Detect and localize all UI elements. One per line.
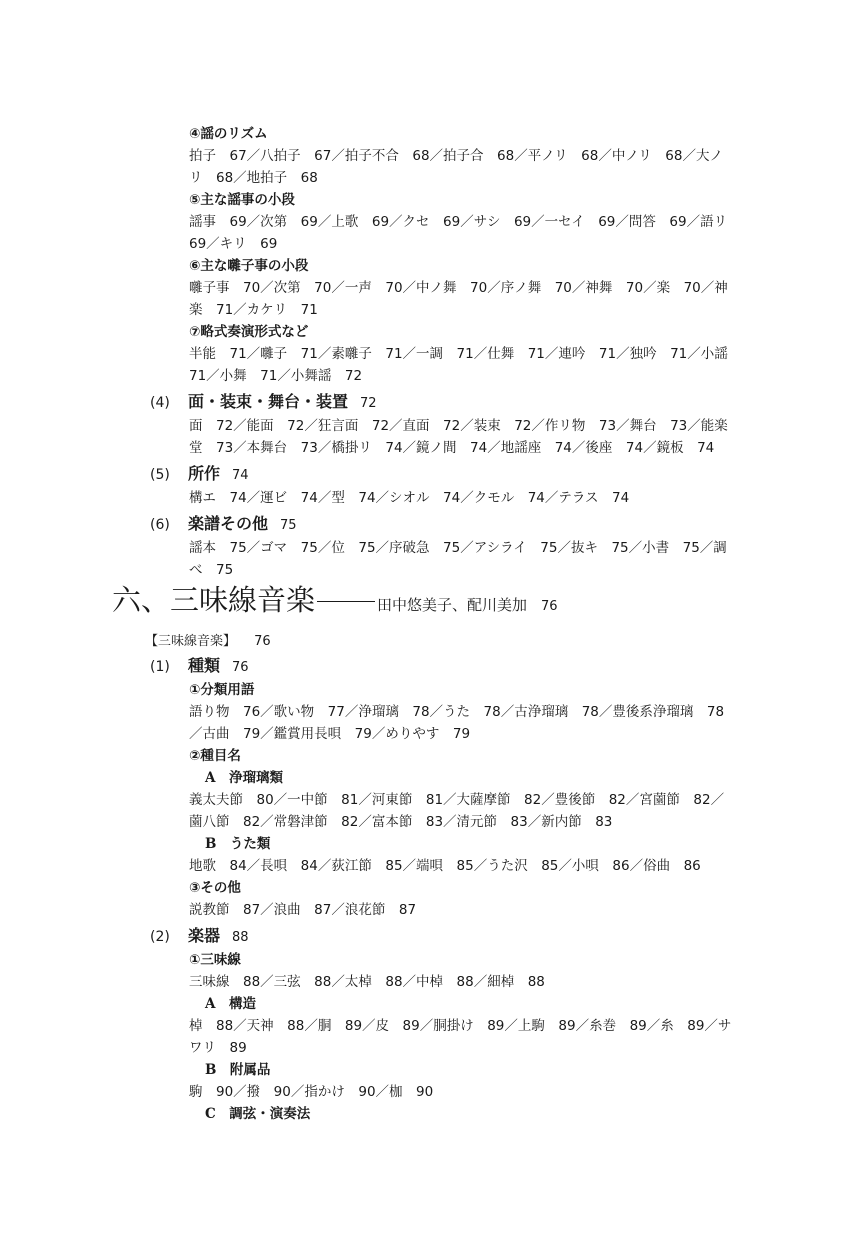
heading-title: 楽器	[188, 926, 221, 945]
entry-line: 面 72／能面 72／狂言面 72／直面 72／装束 72／作リ物 73／舞台 73／能楽	[189, 418, 728, 434]
entry-line: 駒 90／撥 90／指かけ 90／枷 90	[189, 1084, 434, 1100]
entry-line: べ 75	[189, 562, 234, 578]
heading-number: (1)	[150, 659, 170, 675]
entry-line: ワリ 89	[189, 1040, 247, 1056]
heading-page: 74	[232, 468, 249, 483]
section-heading	[150, 926, 249, 948]
entry-line: 地歌 84／長唄 84／荻江節 85／端唄 85／うた沢 85／小唄 86／俗曲 86	[189, 858, 701, 874]
chapter-page: 76	[541, 599, 558, 614]
heading-number: (5)	[150, 467, 170, 483]
entry-line: 謡本 75／ゴマ 75／位 75／序破急 75／アシライ 75／抜キ 75／小書 75／調	[189, 540, 727, 556]
subheading: ⑤主な謡事の小段	[189, 192, 295, 208]
subheading: ①分類用語	[189, 682, 255, 698]
section-heading	[150, 464, 249, 486]
subheading: ①三味線	[189, 952, 241, 968]
entry-line: 半能 71／囃子 71／素囃子 71／一調 71／仕舞 71／連吟 71／独吟 71／小謡	[189, 346, 728, 362]
chapter-heading	[112, 578, 558, 619]
heading-title: 所作	[188, 464, 221, 483]
category-label: B うた類	[205, 836, 271, 852]
chapter-title: 六、三味線音楽	[112, 583, 316, 617]
section-label	[145, 630, 271, 649]
entry-line: 棹 88／天神 88／胴 89／皮 89／胴掛け 89／上駒 89／糸巻 89／糸 89／サ	[189, 1018, 732, 1034]
subheading: ③その他	[189, 880, 241, 896]
entry-line: 堂 73／本舞台 73／橋掛リ 74／鏡ノ間 74／地謡座 74／後座 74／鏡板 74	[189, 440, 715, 456]
entry-line: リ 68／地拍子 68	[189, 170, 318, 186]
chapter-dash	[317, 601, 375, 602]
entry-line: 語り物 76／歌い物 77／浄瑠璃 78／うた 78／古浄瑠璃 78／豊後系浄瑠璃 78	[189, 704, 725, 720]
section-page: 76	[254, 634, 271, 649]
subheading: ⑥主な囃子事の小段	[189, 258, 309, 274]
entry-line: 拍子 67／八拍子 67／拍子不合 68／拍子合 68／平ノリ 68／中ノリ 68／大ノ	[189, 148, 723, 164]
section-heading	[150, 392, 377, 414]
entry-line: 71／小舞 71／小舞謡 72	[189, 368, 363, 384]
entry-line: 義太夫節 80／一中節 81／河東節 81／大薩摩節 82／豊後節 82／宮薗節 82／	[189, 792, 725, 808]
category-label: A 構造	[205, 996, 256, 1012]
heading-number: (2)	[150, 929, 170, 945]
entry-line: 三味線 88／三弦 88／太棹 88／中棹 88／細棹 88	[189, 974, 545, 990]
heading-title: 楽譜その他	[188, 514, 269, 533]
heading-title: 種類	[188, 656, 221, 675]
section-heading	[150, 656, 249, 678]
subheading: ②種目名	[189, 748, 241, 764]
heading-page: 75	[280, 518, 297, 533]
heading-page: 72	[360, 396, 377, 411]
heading-page: 76	[232, 660, 249, 675]
heading-number: (4)	[150, 395, 170, 411]
entry-line: 薗八節 82／常磐津節 82／富本節 83／清元節 83／新内節 83	[189, 814, 613, 830]
entry-line: ／古曲 79／鑑賞用長唄 79／めりやす 79	[189, 726, 471, 742]
category-label: A 浄瑠璃類	[205, 770, 283, 786]
chapter-author: 田中悠美子、配川美加	[377, 596, 528, 614]
heading-page: 88	[232, 930, 249, 945]
heading-number: (6)	[150, 517, 170, 533]
subheading: ④謡のリズム	[189, 126, 268, 142]
category-label: B 附属品	[205, 1062, 271, 1078]
entry-line: 構エ 74／運ビ 74／型 74／シオル 74／クモル 74／テラス 74	[189, 490, 630, 506]
entry-line: 69／キリ 69	[189, 236, 278, 252]
section-title: 【三味線音楽】	[145, 634, 237, 649]
category-label: C 調弦・演奏法	[205, 1106, 311, 1122]
heading-title: 面・装束・舞台・装置	[188, 392, 349, 411]
section-heading	[150, 514, 297, 536]
subheading: ⑦略式奏演形式など	[189, 324, 309, 340]
entry-line: 囃子事 70／次第 70／一声 70／中ノ舞 70／序ノ舞 70／神舞 70／楽 70／神	[189, 280, 728, 296]
entry-line: 謡事 69／次第 69／上歌 69／クセ 69／サシ 69／一セイ 69／問答 69／語リ	[189, 214, 728, 230]
entry-line: 説教節 87／浪曲 87／浪花節 87	[189, 902, 417, 918]
entry-line: 楽 71／カケリ 71	[189, 302, 318, 318]
